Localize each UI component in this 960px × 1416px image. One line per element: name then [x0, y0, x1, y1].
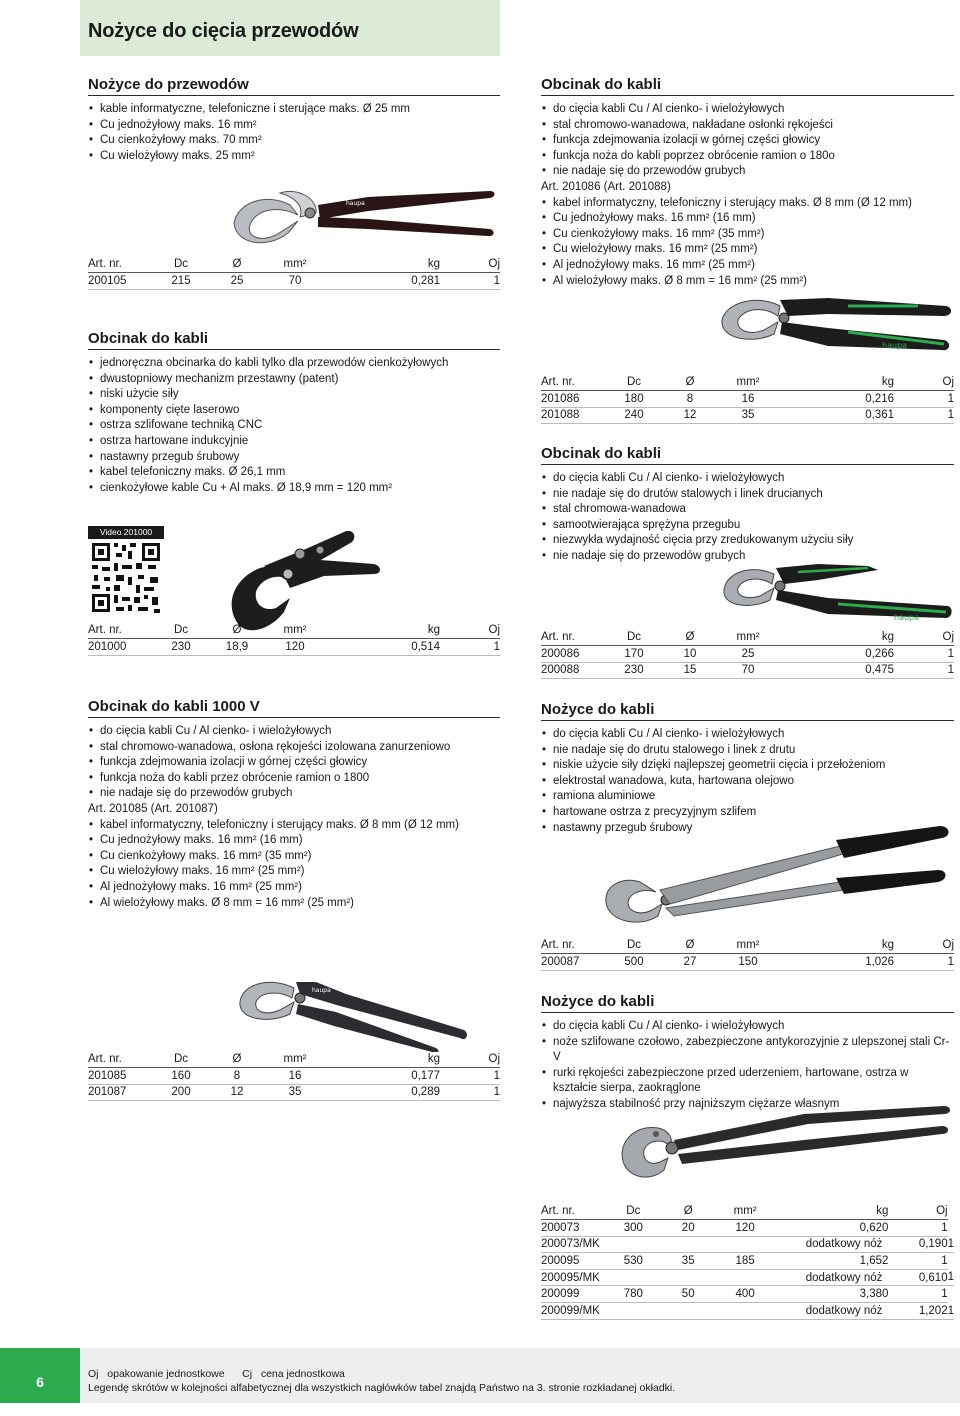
- list-item: • Al wielożyłowy maks. Ø 8 mm = 16 mm² (25 mm²): [88, 896, 500, 912]
- list-item: • kable informatyczne, telefoniczne i sterujące maks. Ø 25 mm: [88, 102, 500, 118]
- feature-list: [88, 356, 500, 496]
- list-item: • stal chromowo-wanadowa, nakładane osłonki rękojeści: [541, 118, 954, 134]
- feature-list: [88, 102, 500, 164]
- insulated-cable-cutter-image: [236, 968, 470, 1052]
- table-header-row: Art. nr. Dc Ø mm² kg Oj: [541, 1203, 954, 1220]
- table-row: 200099 780 50 400 3,380 1: [541, 1286, 954, 1303]
- list-item: • Cu jednożyłowy maks. 16 mm² (16 mm): [88, 833, 500, 849]
- table-row: 200095 530 35 185 1,652 1: [541, 1253, 954, 1270]
- list-item: • do cięcia kabli Cu / Al cienko- i wielożyłowych: [541, 471, 954, 487]
- list-item: • funkcja noża do kabli przez obrócenie ramion o 1800: [88, 771, 500, 787]
- brand-label: haupa: [894, 613, 920, 622]
- section-title: Obcinak do kabli: [88, 330, 500, 350]
- list-item: • rurki rękojeści zabezpieczone przed uderzeniem, hartowane, ostrza w kształcie sierpa, zaokrąglone: [541, 1066, 954, 1097]
- list-item: • do cięcia kabli Cu / Al cienko- i wielożyłowych: [541, 1019, 954, 1035]
- list-item: • do cięcia kabli Cu / Al cienko- i wielożyłowych: [541, 727, 954, 743]
- table-header-row: Art. nr. Dc Ø mm² kg Oj: [541, 374, 954, 391]
- table-row: 200099/MK dodatkowy nóż 1,202 1: [541, 1302, 954, 1319]
- list-item: • Cu wielożyłowy maks. 16 mm² (25 mm²): [88, 864, 500, 880]
- list-item: • Cu cienkożyłowy maks. 70 mm²: [88, 133, 500, 149]
- art-note: Art. 201086 (Art. 201088): [541, 180, 671, 193]
- table-header-row: Art. nr. Dc Ø mm² kg Oj: [88, 1051, 500, 1068]
- list-item: • nie nadaje się do przewodów grubych: [541, 164, 954, 180]
- table-200086: [541, 629, 954, 679]
- one-hand-cable-cutter-image: [224, 524, 384, 634]
- table-row: 200086 170 10 25 0,266 1: [541, 646, 954, 663]
- list-item: • ramiona aluminiowe: [541, 789, 954, 805]
- list-item: • Al jednożyłowy maks. 16 mm² (25 mm²): [541, 258, 954, 274]
- legend-oj-text: opakowanie jednostkowe: [107, 1368, 225, 1380]
- list-item: • do cięcia kabli Cu / Al cienko- i wielożyłowych: [541, 102, 954, 118]
- table-row: 200105 215 25 70 0,281 1: [88, 273, 500, 290]
- list-item: • cienkożyłowe kable Cu + Al maks. Ø 18,9 mm = 120 mm²: [88, 481, 500, 497]
- list-item: • Al wielożyłowy maks. Ø 8 mm = 16 mm² (25 mm²): [541, 274, 954, 290]
- qr-code-icon: [88, 539, 164, 616]
- feature-list: [541, 102, 954, 289]
- section-cable-shears-200073: [541, 993, 954, 1113]
- footer-legend-line1: [88, 1368, 345, 1380]
- section-cable-shears-200087: [541, 701, 954, 836]
- feature-list: [541, 727, 954, 836]
- page-number: 6: [0, 1348, 80, 1403]
- brand-label: haupa: [882, 341, 908, 350]
- list-item: • Cu cienkożyłowy maks. 16 mm² (35 mm²): [88, 849, 500, 865]
- table-row: 201085 160 8 16 0,177 1: [88, 1068, 500, 1085]
- cable-cutter-image: [718, 292, 954, 362]
- legend-cj: Cj: [242, 1368, 253, 1380]
- feature-list: [541, 471, 954, 565]
- table-row: 201086 180 8 16 0,216 1: [541, 391, 954, 408]
- table-200087: [541, 937, 954, 971]
- page-header: [80, 0, 500, 56]
- list-item: • kabel informatyczny, telefoniczny i sterujący maks. Ø 8 mm (Ø 12 mm): [88, 818, 500, 834]
- list-item: • komponenty cięte laserowo: [88, 403, 500, 419]
- table-row: 201088 240 12 35 0,361 1: [541, 407, 954, 424]
- cable-cutter-green-image: [718, 560, 954, 624]
- section-cable-cutter-200086: [541, 445, 954, 565]
- table-201085: [88, 1051, 500, 1101]
- list-item: • niskie użycie siły dzięki najlepszej geometrii cięcia i przełożeniom: [541, 758, 954, 774]
- section-title: Obcinak do kabli: [541, 445, 954, 465]
- list-item: • nastawny przegub śrubowy: [541, 821, 954, 837]
- table-row: 201087 200 12 35 0,289 1: [88, 1084, 500, 1101]
- video-qr-code[interactable]: [88, 526, 164, 616]
- section-title: Nożyce do kabli: [541, 993, 954, 1013]
- list-item: • najwyższa stabilność przy najniższym ciężarze własnym: [541, 1097, 954, 1113]
- table-row: 200073/MK dodatkowy nóż 0,190 1: [541, 1236, 954, 1253]
- table-200073: [541, 1203, 954, 1320]
- section-title: Obcinak do kabli 1000 V: [88, 698, 500, 718]
- list-item: • ostrza hartowane indukcyjnie: [88, 434, 500, 450]
- section-title: Nożyce do kabli: [541, 701, 954, 721]
- table-header-row: Art. nr. Dc Ø mm² kg Oj: [541, 629, 954, 646]
- table-header-row: Art. nr. Dc Ø mm² kg Oj: [541, 937, 954, 954]
- brand-label: haupa: [312, 987, 331, 994]
- list-item: • elektrostal wanadowa, kuta, hartowana olejowo: [541, 774, 954, 790]
- art-note: Art. 201085 (Art. 201087): [88, 802, 218, 815]
- list-item: • niezwykła wydajność cięcia przy zredukowanym użyciu siły: [541, 533, 954, 549]
- list-item: • stal chromowo-wanadowa, osłona rękojeści izolowana zanurzeniowo: [88, 740, 500, 756]
- list-item: • stal chromowa-wanadowa: [541, 502, 954, 518]
- legend-cj-text: cena jednostkowa: [260, 1368, 345, 1380]
- list-item: • nie nadaje się do przewodów grubych: [541, 549, 954, 565]
- section-cable-cutter-201086: [541, 76, 954, 289]
- list-item: • kabel informatyczny, telefoniczny i sterujący maks. Ø 8 mm (Ø 12 mm): [541, 196, 954, 212]
- list-item: • ostrza szlifowane techniką CNC: [88, 418, 500, 434]
- table-row: 200073 300 20 120 0,620 1: [541, 1220, 954, 1237]
- section-title: Obcinak do kabli: [541, 76, 954, 96]
- list-item: • nie nadaje się do drutów stalowych i linek drucianych: [541, 487, 954, 503]
- list-item: • nastawny przegub śrubowy: [88, 450, 500, 466]
- list-item: • kabel telefoniczny maks. Ø 26,1 mm: [88, 465, 500, 481]
- feature-list: [88, 724, 500, 911]
- table-row: 200087 500 27 150 1,026 1: [541, 954, 954, 971]
- list-item: • niski użycie siły: [88, 387, 500, 403]
- brand-label: haupa: [346, 200, 365, 207]
- section-wire-shears: [88, 76, 500, 164]
- long-ratchet-shears-image: [604, 1104, 954, 1200]
- section-title: Nożyce do przewodów: [88, 76, 500, 96]
- table-201086: [541, 374, 954, 424]
- list-item: • do cięcia kabli Cu / Al cienko- i wielożyłowych: [88, 724, 500, 740]
- page-title: Nożyce do cięcia przewodów: [88, 20, 359, 42]
- section-cable-cutter-201000: [88, 330, 500, 496]
- table-row: 200095/MK dodatkowy nóż 0,610 1: [541, 1269, 954, 1286]
- table-200105: [88, 256, 500, 290]
- list-item: • Al jednożyłowy maks. 16 mm² (25 mm²): [88, 880, 500, 896]
- footer-legend-line2: Legendę skrótów w kolejności alfabetycznej dla wszystkich nagłówków tabel znajdą Państwo na 3. stronie rozkładanej okładki.: [88, 1382, 676, 1394]
- list-item: • dwustopniowy mechanizm przestawny (patent): [88, 372, 500, 388]
- cable-shears-image: [228, 183, 498, 258]
- list-item: • Cu jednożyłowy maks. 16 mm²: [88, 118, 500, 134]
- table-row: 201000 230 18,9 120 0,514 1: [88, 639, 500, 656]
- list-item: • jednoręczna obcinarka do kabli tylko dla przewodów cienkożyłowych: [88, 356, 500, 372]
- list-item: • noże szlifowane czołowo, zabezpieczone antykorozyjnie z ulepszonej stali Cr-V: [541, 1035, 954, 1066]
- list-item: • Cu wielożyłowy maks. 16 mm² (25 mm²): [541, 242, 954, 258]
- feature-list: [541, 1019, 954, 1113]
- list-item: • funkcja zdejmowania izolacji w górnej części głowicy: [88, 755, 500, 771]
- table-201000: [88, 622, 500, 656]
- list-item: • Cu jednożyłowy maks. 16 mm² (16 mm): [541, 211, 954, 227]
- video-label: Video 201000: [88, 526, 164, 539]
- section-cable-cutter-1000v: [88, 698, 500, 911]
- table-row: 200088 230 15 70 0,475 1: [541, 662, 954, 679]
- legend-oj: Oj: [88, 1368, 99, 1380]
- list-item: • Cu cienkożyłowy maks. 16 mm² (35 mm²): [541, 227, 954, 243]
- long-cable-shears-image: [600, 822, 954, 934]
- list-item: • hartowane ostrza z precyzyjnym szlifem: [541, 805, 954, 821]
- list-item: • Cu wielożyłowy maks. 25 mm²: [88, 149, 500, 165]
- list-item: • samootwierająca sprężyna przegubu: [541, 518, 954, 534]
- list-item: • nie nadaje się do przewodów grubych: [88, 786, 500, 802]
- list-item: • nie nadaje się do drutu stalowego i linek z drutu: [541, 743, 954, 759]
- list-item: • funkcja noża do kabli poprzez obrócenie ramion o 180o: [541, 149, 954, 165]
- table-header-row: Art. nr. Dc Ø mm² kg Oj: [88, 622, 500, 639]
- table-header-row: Art. nr. Dc Ø mm² kg Oj: [88, 256, 500, 273]
- list-item: • funkcja zdejmowania izolacji w górnej części głowicy: [541, 133, 954, 149]
